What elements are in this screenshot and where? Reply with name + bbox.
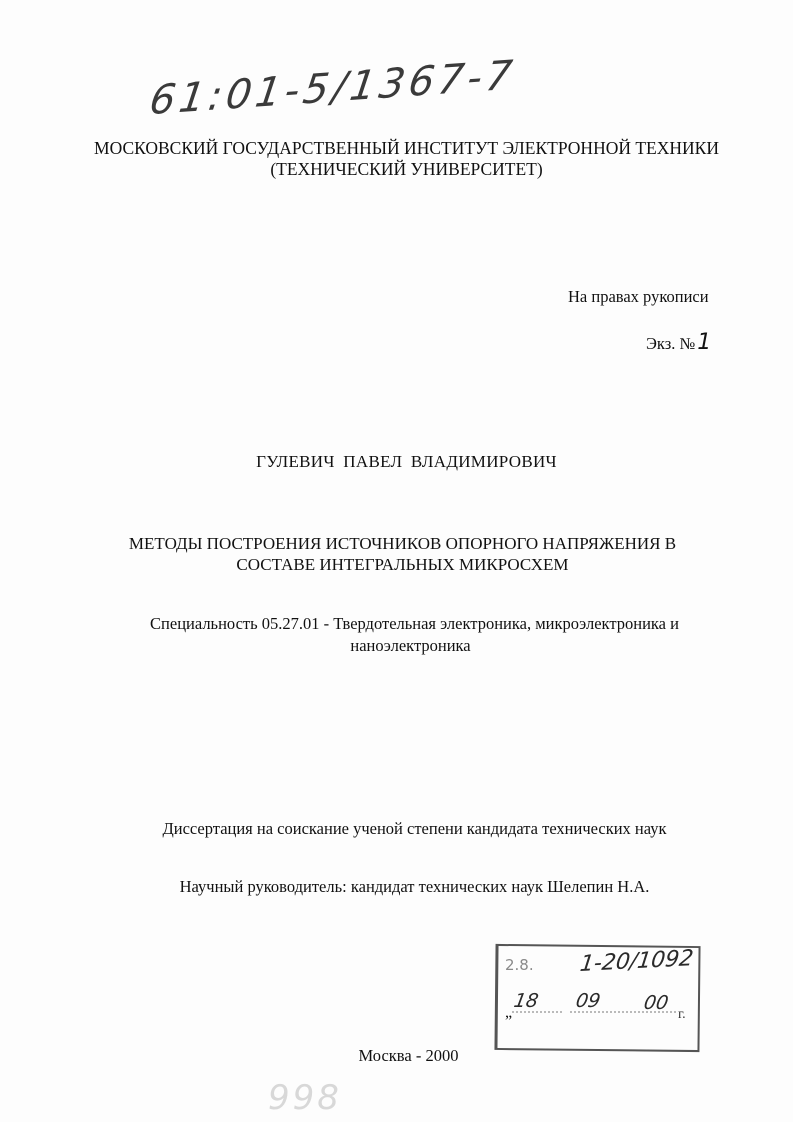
degree-statement: Диссертация на соискание ученой степени кандидата технических наук xyxy=(162,819,667,838)
stamp-year: 00 xyxy=(642,992,671,1014)
stamp-month: 09 xyxy=(574,990,603,1012)
specialty-line-1: Специальность 05.27.01 - Твердотельная электроника, микроэлектроника и xyxy=(150,614,679,633)
institute-name: МОСКОВСКИЙ ГОСУДАРСТВЕННЫЙ ИНСТИТУТ ЭЛЕКТРОННОЙ ТЕХНИКИ xyxy=(94,138,719,158)
stamp-registration-code: 1-20/1092 xyxy=(578,945,695,978)
copy-label: Экз. № xyxy=(646,334,696,353)
dissertation-title-line-1: МЕТОДЫ ПОСТРОЕНИЯ ИСТОЧНИКОВ ОПОРНОГО НАПРЯЖЕНИЯ В xyxy=(128,534,677,553)
stamp-label: 2.8. xyxy=(505,956,534,974)
dissertation-title-line-2: СОСТАВЕ ИНТЕГРАЛЬНЫХ МИКРОСХЕМ xyxy=(236,555,569,574)
specialty-line-2: наноэлектроника xyxy=(350,636,471,655)
institute-subtitle: (ТЕХНИЧЕСКИЙ УНИВЕРСИТЕТ) xyxy=(270,159,543,179)
stamp-year-suffix: г. xyxy=(678,1007,686,1022)
city-year: Москва - 2000 xyxy=(358,1046,459,1065)
handwritten-archive-number: 61:01-5/1367-7 xyxy=(146,52,519,125)
stamp-day: 18 xyxy=(512,990,541,1012)
stamp-quote-mark: „ xyxy=(505,1004,513,1021)
copy-number: 1 xyxy=(697,330,712,355)
faint-handwritten-mark: 998 xyxy=(268,1078,342,1118)
supervisor: Научный руководитель: кандидат технических наук Шелепин Н.А. xyxy=(179,877,650,896)
author-name: ГУЛЕВИЧ ПАВЕЛ ВЛАДИМИРОВИЧ xyxy=(256,452,557,471)
rights-note: На правах рукописи xyxy=(568,287,709,306)
